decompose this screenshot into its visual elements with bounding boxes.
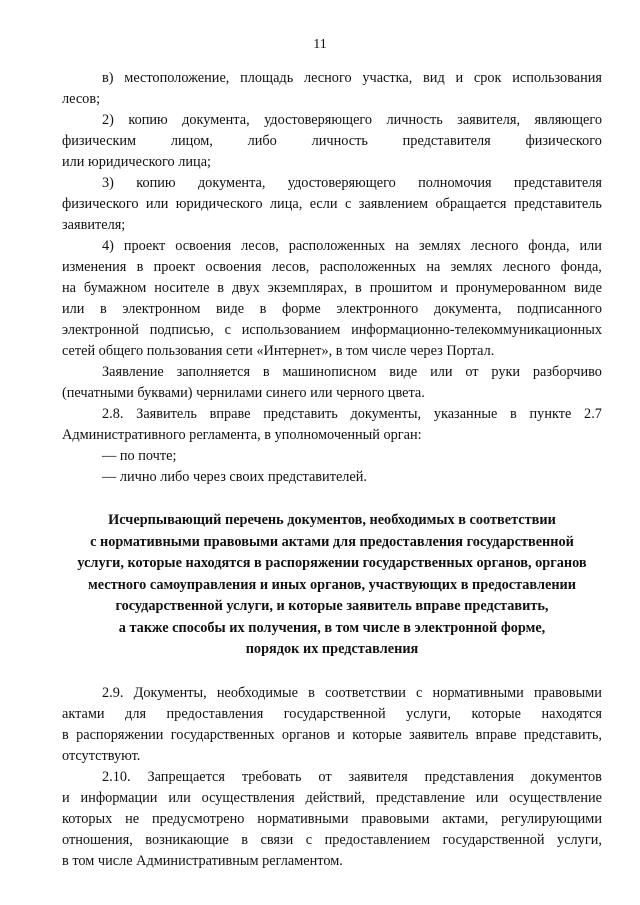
paragraph-3 [62, 173, 602, 236]
heading-line: государственной услуги, и которые заявитель вправе представить, [115, 598, 549, 614]
text-line: в распоряжении государственных органов и которые заявитель вправе представить, [62, 726, 602, 743]
heading-line: местного самоуправления и иных органов, участвующих в предоставлении [87, 576, 577, 593]
text-line: в том числе Административным регламентом. [62, 852, 343, 869]
list-item-post [62, 446, 602, 467]
section-heading [62, 510, 602, 661]
heading-line: порядок их представления [245, 641, 419, 657]
text-line: 2.9. Документы, необходимые в соответствии с нормативными правовыми [102, 684, 602, 701]
text-line: или в электронном виде в форме электронного документа, подписанного [62, 301, 602, 317]
heading-line: с нормативными правовыми актами для предоставления государственной [90, 533, 574, 550]
text-line: на бумажном носителе в двух экземплярах, в прошитом и пронумерованном виде [62, 280, 602, 296]
text-line: (печатными буквами) чернилами синего или черного цвета. [62, 385, 425, 401]
text-line: и информации или осуществления действий, представление или осуществление [62, 789, 602, 806]
text-line: актами для предоставления государственной услуги, которые находятся [62, 705, 602, 722]
text-line: сетей общего пользования сети «Интернет», в том числе через Портал. [62, 343, 495, 359]
document-body [62, 68, 602, 872]
text-line: отношения, возникающие в связи с предоставлением государственной услуги, [62, 831, 602, 848]
text-line: Административного регламента, в уполномоченный орган: [62, 427, 422, 443]
paragraph-2 [62, 110, 602, 173]
text-line: которых не предусмотрено нормативными правовыми актами, регулирующими [62, 810, 602, 827]
paragraph-2-9 [62, 683, 602, 767]
text-line: 2.10. Запрещается требовать от заявителя представления документов [102, 768, 602, 785]
heading-line: услуги, которые находятся в распоряжении государственных органов, органов [77, 555, 587, 571]
text-line: — по почте; [102, 448, 177, 464]
text-line: изменения в проект освоения лесов, расположенных на землях лесного фонда, [62, 259, 602, 275]
text-line: отсутствуют. [62, 747, 141, 764]
paragraph-application [62, 362, 602, 404]
paragraph-v [62, 68, 602, 110]
text-line: 4) проект освоения лесов, расположенных на землях лесного фонда, или [102, 238, 602, 254]
text-line: лесов; [62, 91, 101, 107]
paragraph-2-10 [62, 767, 602, 872]
text-line: — лично либо через своих представителей. [102, 469, 367, 485]
text-line: 2.8. Заявитель вправе представить документы, указанные в пункте 2.7 [102, 406, 602, 422]
text-line: или юридического лица; [62, 154, 212, 170]
text-line: электронной подписью, с использованием информационно-телекоммуникационных [62, 322, 602, 338]
text-line: физическим лицом, либо личность представителя физического [62, 133, 602, 149]
paragraph-4 [62, 236, 602, 362]
heading-line: Исчерпывающий перечень документов, необходимых в соответствии [108, 512, 556, 528]
heading-line: а также способы их получения, в том числе в электронной форме, [118, 619, 546, 636]
text-line: заявителя; [62, 217, 126, 233]
page-number: 11 [313, 37, 327, 52]
text-line: физического или юридического лица, если с заявлением обращается представитель [62, 196, 602, 212]
text-line: в) местоположение, площадь лесного участка, вид и срок использования [102, 70, 602, 86]
text-line: 3) копию документа, удостоверяющего полномочия представителя [102, 175, 602, 191]
text-line: Заявление заполняется в машинописном виде или от руки разборчиво [102, 364, 602, 380]
list-item-personal [62, 467, 602, 488]
text-line: 2) копию документа, удостоверяющего личность заявителя, являющего [102, 112, 602, 128]
paragraph-2-8 [62, 404, 602, 446]
